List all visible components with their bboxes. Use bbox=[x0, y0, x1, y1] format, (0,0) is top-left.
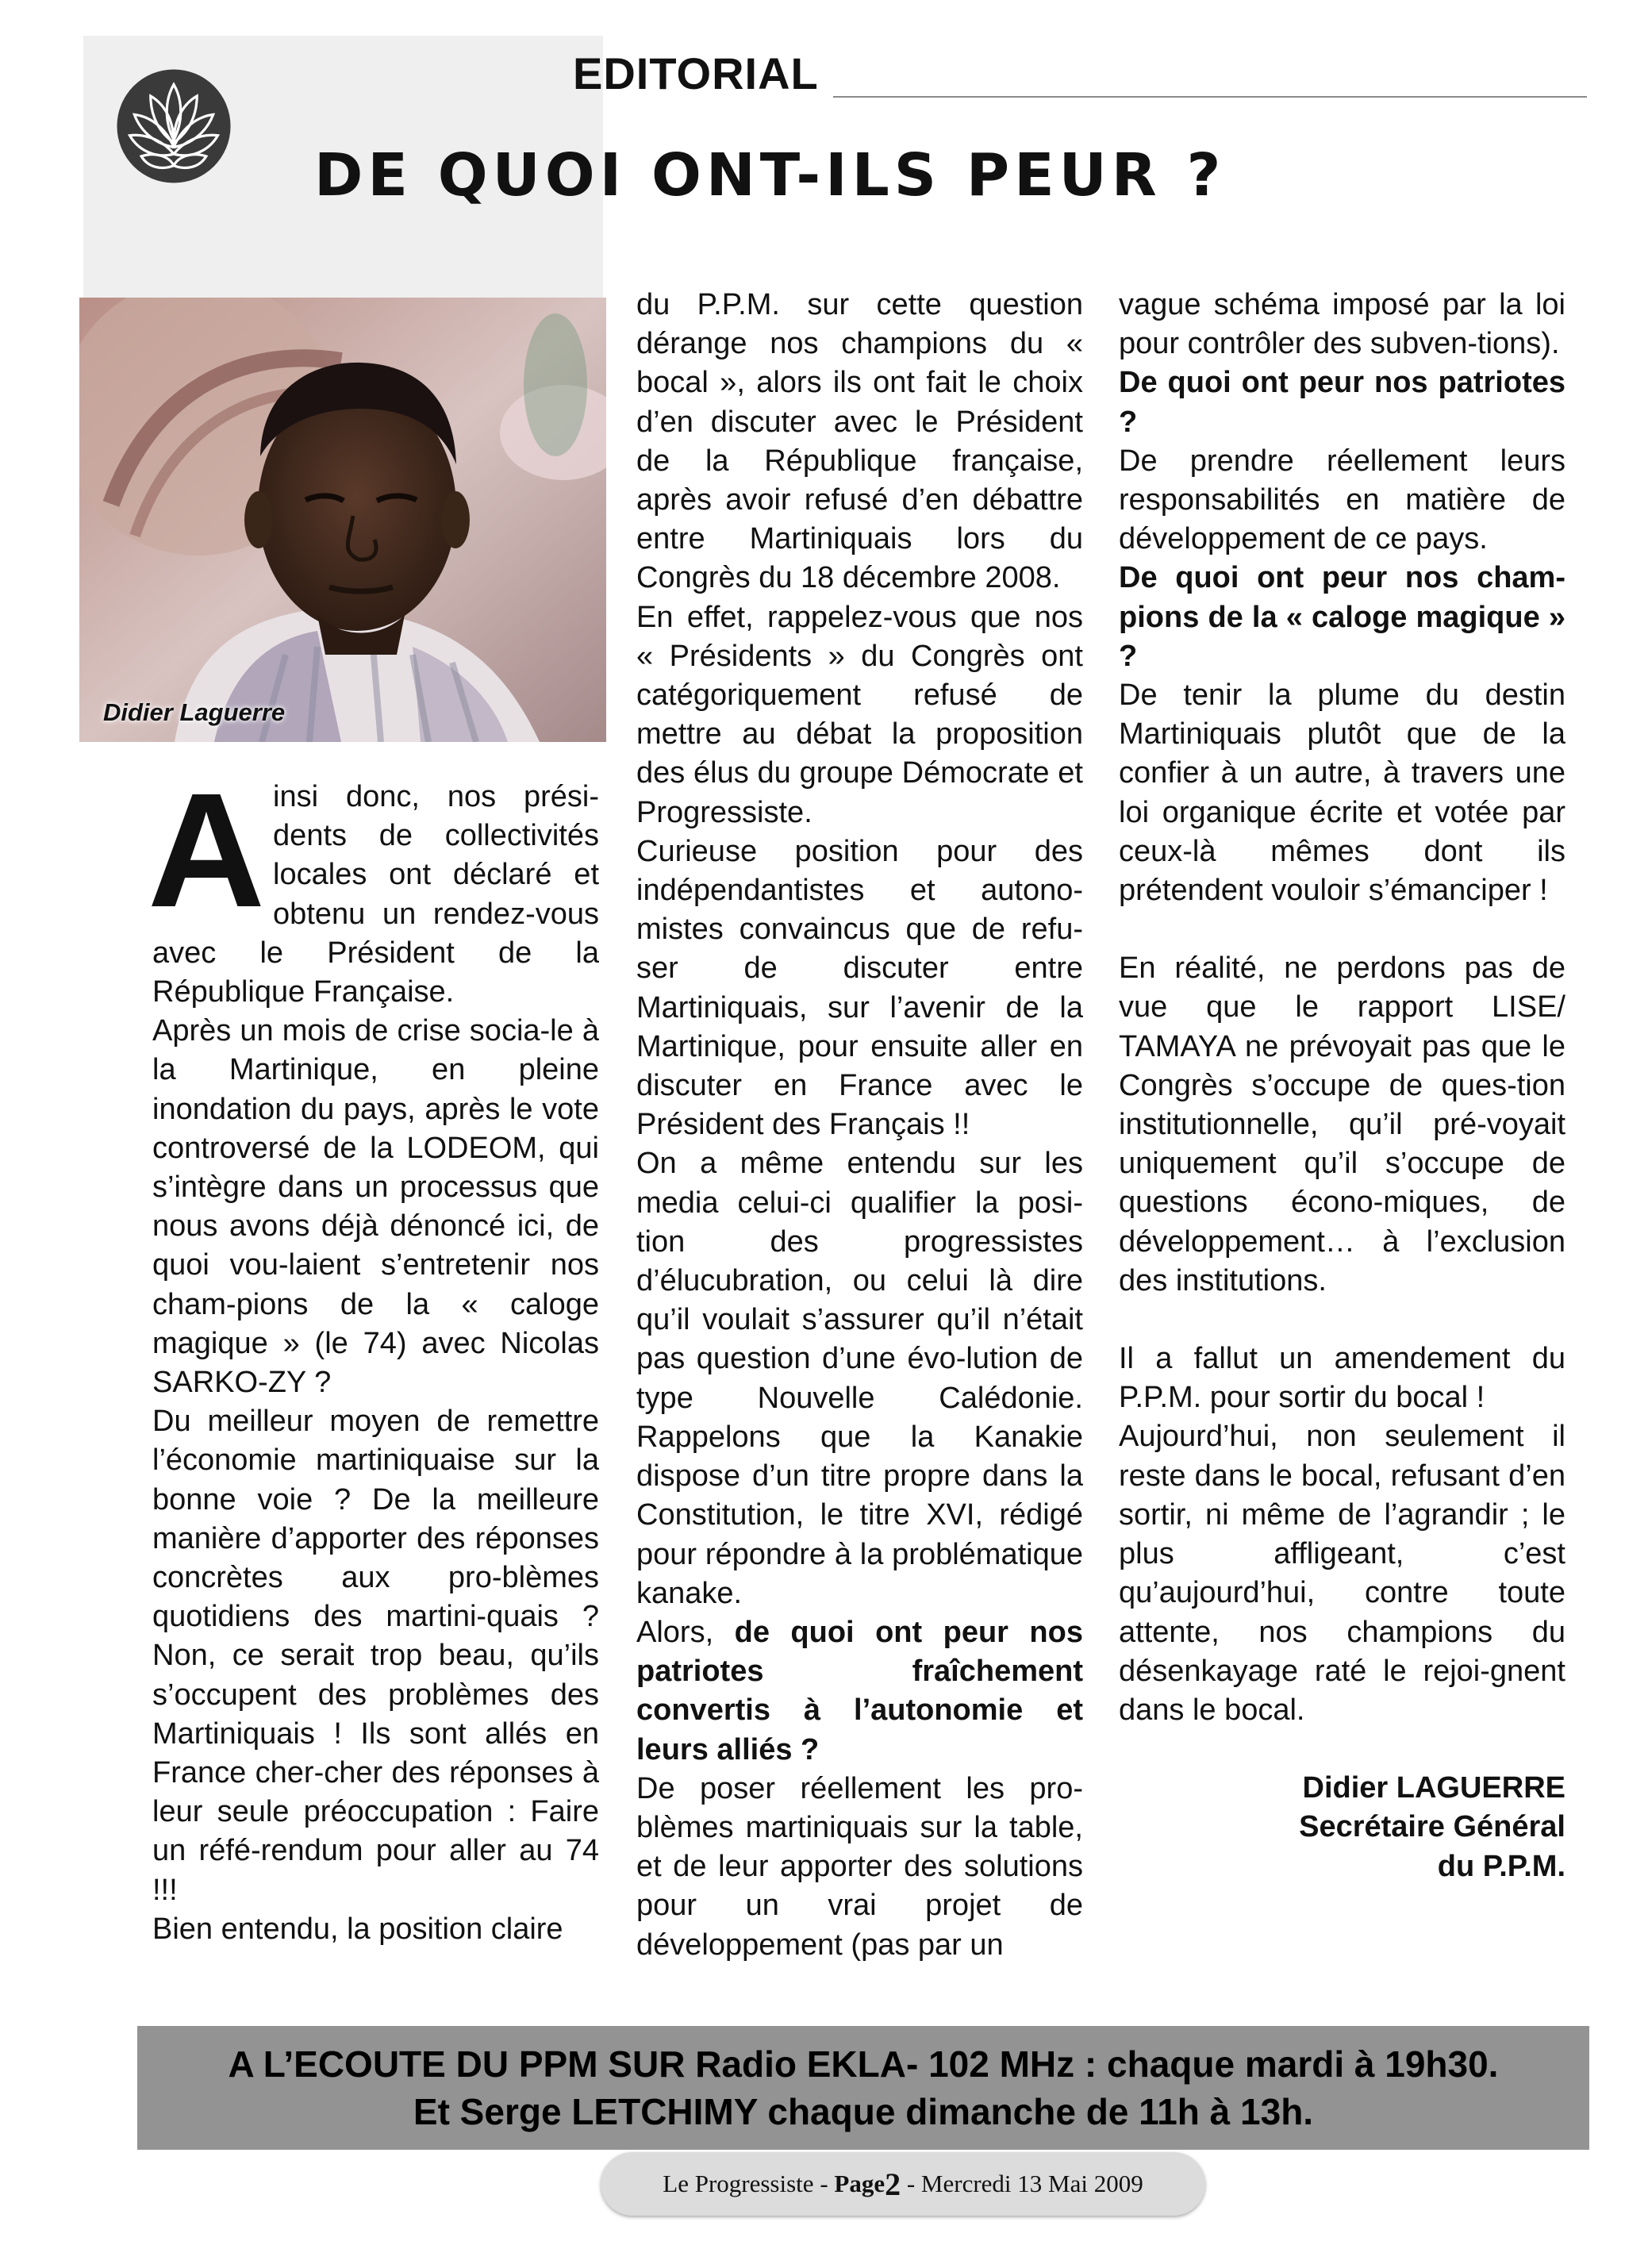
paragraph: du P.P.M. sur cette question dérange nos champions du « bocal », alors ils ont fait le choix d’en discuter avec le Président de la République française, après avoir refusé d’en débattre entre Martiniquais lors du Congrès du 18 décembre 2008. bbox=[636, 288, 1083, 595]
header-rule bbox=[833, 96, 1587, 98]
paragraph: Du meilleur moyen de remettre l’économie martiniquaise sur la bonne voie ? De la meilleure manière d’apporter des réponses concrètes aux pro-blèmes quotidiens des martini-quais ? Non, ce serait trop beau, qu’ils s’occupent des problèmes des Martiniquais ! Ils sont allés en France cher-cher des réponses à leur seule préoccupation : Faire un réfé-rendum pour aller au 74 !!! bbox=[152, 1405, 599, 1907]
banner-line-2: Et Serge LETCHIMY chaque dimanche de 11h à 13h. bbox=[413, 2091, 1314, 2132]
bold-question: de quoi ont peur nos patriotes fraîchement convertis à l’autonomie et leurs alliés ? bbox=[636, 1615, 1083, 1766]
signature-role: Secrétaire Général bbox=[1299, 1810, 1565, 1844]
section-title: EDITORIAL bbox=[573, 48, 819, 98]
paragraph-lead: Alors, bbox=[636, 1615, 735, 1649]
page-footer: Le Progressiste - Page 2 - Mercredi 13 Mai 2009 bbox=[601, 2152, 1205, 2216]
article-column-2 bbox=[636, 286, 1083, 1965]
bold-question: De quoi ont peur nos cham-pions de la « caloge magique » ? bbox=[1119, 561, 1565, 673]
photo-caption: Didier Laguerre bbox=[103, 698, 286, 726]
paragraph: Après un mois de crise socia-le à la Martinique, en pleine inondation du pays, après le vote controversé de la LODEOM, qui s’intègre dans un processus que nous avons déjà dénoncé ici, de quoi vou-laient s’entretenir nos cham-pions de la « caloge magique » (le 74) avec Nicolas SARKO-ZY ? bbox=[152, 1014, 599, 1400]
author-photo bbox=[79, 298, 606, 742]
drop-cap: A bbox=[148, 759, 266, 941]
signature bbox=[1119, 1769, 1565, 1886]
bold-question: De quoi ont peur nos patriotes ? bbox=[1119, 366, 1565, 439]
paragraph: De poser réellement les pro-blèmes martiniquais sur la table, et de leur apporter des solutions pour un vrai projet de développement (pas par un bbox=[636, 1771, 1083, 1962]
paragraph: On a même entendu sur les media celui-ci qualifier la posi-tion des progressistes d’élucubration, ou celui là dire qu’il voulait s’assurer qu’il n’était pas question d’une évo-lution de type Nouvelle Calédonie. Rappelons que la Kanakie dispose d’un titre propre dans la Constitution, le titre XVI, rédigé pour répondre à la problématique kanake. bbox=[636, 1147, 1083, 1610]
publication-name: Le Progressiste bbox=[663, 2170, 814, 2197]
article-column-1 bbox=[148, 759, 599, 1949]
paragraph: vague schéma imposé par la loi pour contrôler des subven-tions). bbox=[1119, 288, 1565, 361]
paragraph: En effet, rappelez-vous que nos « Présidents » du Congrès ont catégoriquement refusé de mettre au débat la proposition des élus du groupe Démocrate et Progressiste. bbox=[636, 600, 1083, 829]
paragraph bbox=[636, 1613, 1083, 1770]
paragraph: Il a fallut un amendement du P.P.M. pour sortir du bocal ! bbox=[1119, 1342, 1565, 1415]
paragraph: Aujourd’hui, non seulement il reste dans le bocal, refusant d’en sortir, ni même de l’agrandir ; le plus affligeant, c’est qu’aujourd’hui, contre toute attente, nos champions du désenkayage raté le rejoi-gnent dans le bocal. bbox=[1119, 1420, 1565, 1727]
publication-date: Mercredi 13 Mai 2009 bbox=[920, 2170, 1143, 2197]
paragraph: En réalité, ne perdons pas de vue que le rapport LISE/ TAMAYA ne prévoyait pas que le Congrès s’occupe de ques-tion institutionnelle, qu’il pré-voyait uniquement qu’il s’occupe de questions écono-miques, de développement… à l’exclusion des institutions. bbox=[1119, 951, 1565, 1297]
banner-line-1: A L’ECOUTE DU PPM SUR Radio EKLA- 102 MHz : chaque mardi à 19h30. bbox=[228, 2043, 1499, 2085]
paragraph: insi donc, nos prési-dents de collectivités locales ont déclaré et obtenu un rendez-vous avec le Président de la République Française. bbox=[152, 780, 599, 1009]
headline: DE QUOI ONT-ILS PEUR ? bbox=[314, 141, 1226, 210]
article-column-3 bbox=[1119, 286, 1565, 1886]
paragraph: De prendre réellement leurs responsabilités en matière de développement de ce pays. bbox=[1119, 444, 1565, 556]
radio-banner bbox=[137, 2026, 1589, 2150]
paragraph: De tenir la plume du destin Martiniquais plutôt que de la confier à un autre, à travers une loi organique écrite et votée par ceux-là mêmes dont ils prétendent vouloir s’émanciper ! bbox=[1119, 678, 1565, 908]
paragraph-gap bbox=[1119, 910, 1565, 949]
author-portrait-image bbox=[79, 298, 606, 742]
paragraph-gap bbox=[1119, 1301, 1565, 1340]
paragraph: Bien entendu, la position claire bbox=[152, 1912, 563, 1946]
signature-name: Didier LAGUERRE bbox=[1302, 1771, 1565, 1805]
paragraph: Curieuse position pour des indépendantistes et autono-mistes convaincus que de refu-ser de discuter entre Martiniquais, sur l’avenir de la Martinique, pour ensuite aller en discuter en France avec le Président des Français !! bbox=[636, 834, 1083, 1142]
page-number: 2 bbox=[885, 2166, 901, 2202]
page-label: Page bbox=[834, 2170, 885, 2197]
signature-org: du P.P.M. bbox=[1437, 1849, 1565, 1883]
ppm-logo-icon bbox=[116, 68, 232, 184]
